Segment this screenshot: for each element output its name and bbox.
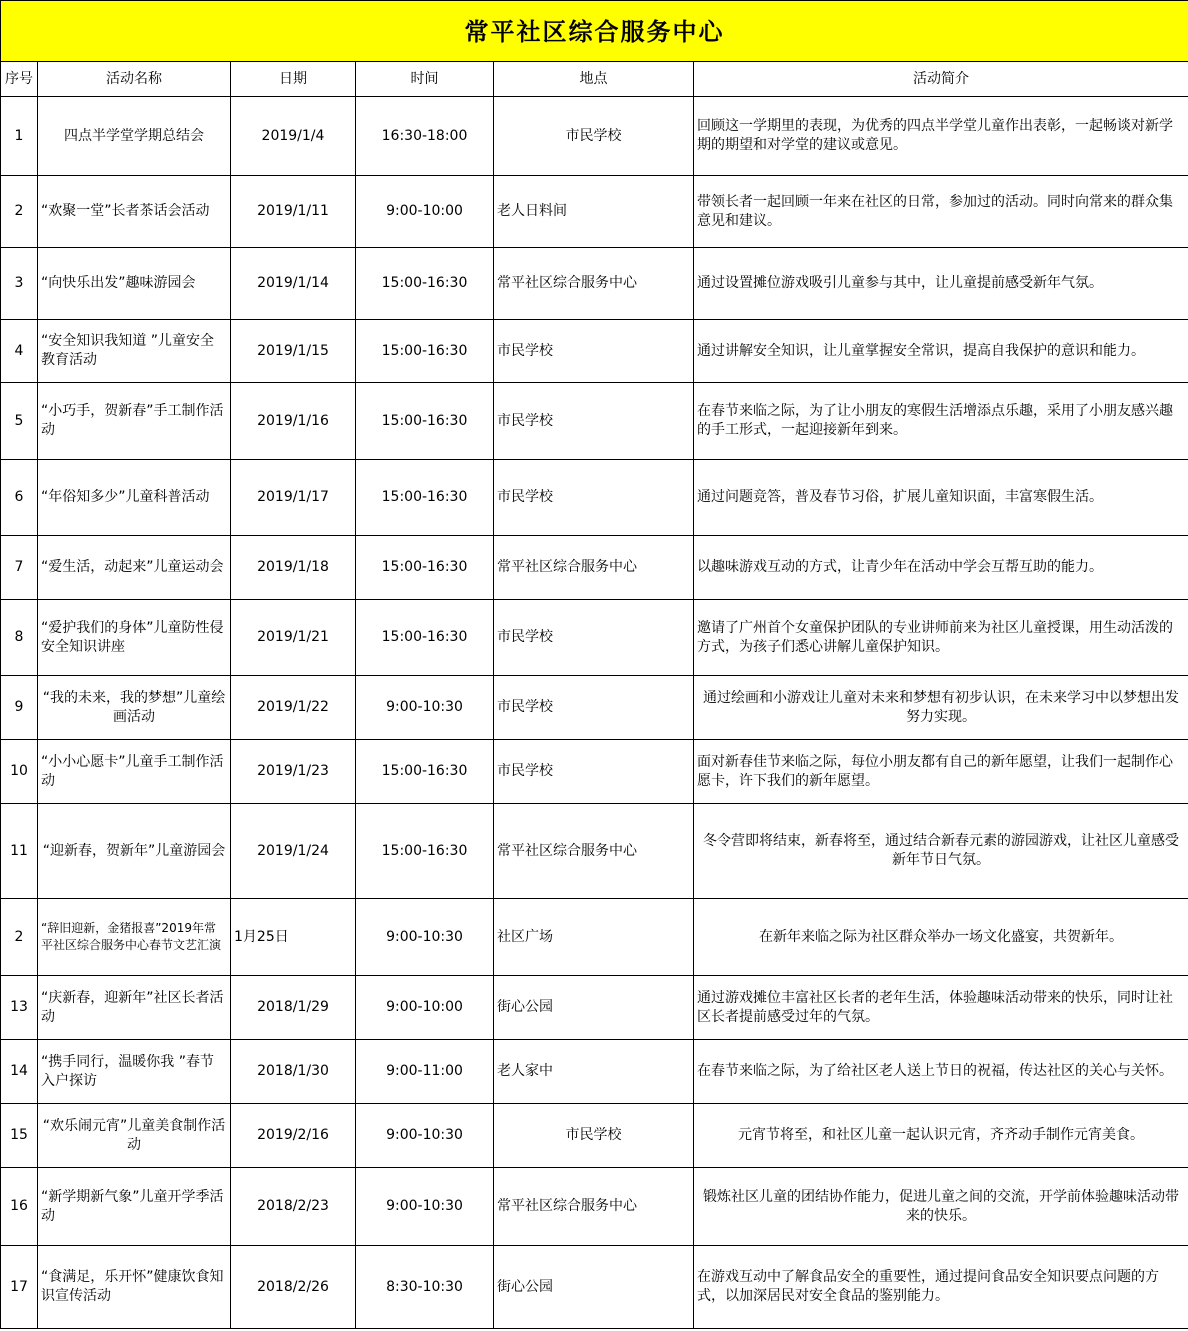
place-cell[interactable]: 市民学校 (494, 676, 694, 740)
table-row (1, 383, 1188, 460)
date-cell[interactable]: 2019/1/14 (231, 248, 356, 320)
activity-name-cell[interactable]: “爱护我们的身体”儿童防性侵安全知识讲座 (38, 600, 231, 676)
date-cell[interactable]: 2019/1/21 (231, 600, 356, 676)
date-cell[interactable]: 2019/1/17 (231, 460, 356, 536)
description-cell[interactable]: 元宵节将至，和社区儿童一起认识元宵，齐齐动手制作元宵美食。 (694, 1104, 1188, 1168)
header-date[interactable]: 日期 (231, 62, 356, 97)
table-row (1, 804, 1188, 899)
header-no[interactable]: 序号 (1, 62, 38, 97)
header-desc[interactable]: 活动简介 (694, 62, 1188, 97)
date-cell[interactable]: 2019/1/11 (231, 176, 356, 248)
time-cell[interactable]: 15:00-16:30 (356, 460, 494, 536)
date-cell[interactable]: 2019/2/16 (231, 1104, 356, 1168)
row-number-cell[interactable]: 14 (1, 1040, 38, 1104)
time-cell[interactable]: 9:00-10:30 (356, 1168, 494, 1246)
description-cell[interactable]: 在游戏互动中了解食品安全的重要性，通过提问食品安全知识要点问题的方式，以加深居民对安全食品的鉴别能力。 (694, 1246, 1188, 1329)
activity-name-cell[interactable]: “我的未来，我的梦想”儿童绘画活动 (38, 676, 231, 740)
time-cell[interactable]: 9:00-10:00 (356, 976, 494, 1040)
row-number-cell[interactable]: 3 (1, 248, 38, 320)
activity-name-cell[interactable]: “年俗知多少”儿童科普活动 (38, 460, 231, 536)
description-cell[interactable]: 带领长者一起回顾一年来在社区的日常，参加过的活动。同时向常来的群众集意见和建议。 (694, 176, 1188, 248)
description-cell[interactable]: 通过绘画和小游戏让儿童对未来和梦想有初步认识，在未来学习中以梦想出发努力实现。 (694, 676, 1188, 740)
description-cell[interactable]: 通过讲解安全知识，让儿童掌握安全常识，提高自我保护的意识和能力。 (694, 320, 1188, 383)
place-cell[interactable]: 市民学校 (494, 740, 694, 804)
date-cell[interactable]: 1月25日 (231, 899, 356, 976)
row-number-cell[interactable]: 7 (1, 536, 38, 600)
description-cell[interactable]: 在春节来临之际，为了让小朋友的寒假生活增添点乐趣，采用了小朋友感兴趣的手工形式，一起迎接新年到来。 (694, 383, 1188, 460)
activity-name-cell[interactable]: “欢聚一堂”长者茶话会活动 (38, 176, 231, 248)
table-row (1, 248, 1188, 320)
time-cell[interactable]: 15:00-16:30 (356, 600, 494, 676)
table-row (1, 1168, 1188, 1246)
activity-name-cell[interactable]: “小巧手，贺新春”手工制作活动 (38, 383, 231, 460)
description-cell[interactable]: 回顾这一学期里的表现，为优秀的四点半学堂儿童作出表彰，一起畅谈对新学期的期望和对学堂的建议或意见。 (694, 97, 1188, 176)
time-cell[interactable]: 15:00-16:30 (356, 536, 494, 600)
time-cell[interactable]: 9:00-10:30 (356, 899, 494, 976)
time-cell[interactable]: 16:30-18:00 (356, 97, 494, 176)
activity-name-cell[interactable]: “安全知识我知道 ”儿童安全教育活动 (38, 320, 231, 383)
activity-name-cell[interactable]: “爱生活，动起来”儿童运动会 (38, 536, 231, 600)
header-row (1, 62, 1188, 97)
header-time[interactable]: 时间 (356, 62, 494, 97)
table-row (1, 1104, 1188, 1168)
row-number-cell[interactable]: 15 (1, 1104, 38, 1168)
place-cell[interactable]: 市民学校 (494, 600, 694, 676)
description-cell[interactable]: 邀请了广州首个女童保护团队的专业讲师前来为社区儿童授课，用生动活泼的方式，为孩子们悉心讲解儿童保护知识。 (694, 600, 1188, 676)
description-cell[interactable]: 通过游戏摊位丰富社区长者的老年生活，体验趣味活动带来的快乐，同时让社区长者提前感受过年的气氛。 (694, 976, 1188, 1040)
place-cell[interactable]: 常平社区综合服务中心 (494, 536, 694, 600)
place-cell[interactable]: 市民学校 (494, 320, 694, 383)
description-cell[interactable]: 冬令营即将结束，新春将至，通过结合新春元素的游园游戏，让社区儿童感受新年节日气氛。 (694, 804, 1188, 899)
date-cell[interactable]: 2019/1/16 (231, 383, 356, 460)
description-cell[interactable]: 面对新春佳节来临之际，每位小朋友都有自己的新年愿望，让我们一起制作心愿卡，许下我们的新年愿望。 (694, 740, 1188, 804)
table-row (1, 460, 1188, 536)
time-cell[interactable]: 9:00-10:30 (356, 676, 494, 740)
table-row (1, 976, 1188, 1040)
row-number-cell[interactable]: 8 (1, 600, 38, 676)
table-row (1, 1246, 1188, 1329)
activity-name-cell[interactable]: “新学期新气象”儿童开学季活动 (38, 1168, 231, 1246)
description-cell[interactable]: 以趣味游戏互动的方式，让青少年在活动中学会互帮互助的能力。 (694, 536, 1188, 600)
date-cell[interactable]: 2019/1/23 (231, 740, 356, 804)
row-number-cell[interactable]: 17 (1, 1246, 38, 1329)
row-number-cell[interactable]: 2 (1, 899, 38, 976)
table-row (1, 899, 1188, 976)
place-cell[interactable]: 老人日料间 (494, 176, 694, 248)
row-number-cell[interactable]: 11 (1, 804, 38, 899)
table-row (1, 176, 1188, 248)
table-row (1, 740, 1188, 804)
description-cell[interactable]: 锻炼社区儿童的团结协作能力，促进儿童之间的交流，开学前体验趣味活动带来的快乐。 (694, 1168, 1188, 1246)
table-row (1, 97, 1188, 176)
activity-name-cell[interactable]: 四点半学堂学期总结会 (38, 97, 231, 176)
activity-name-cell[interactable]: “辞旧迎新，金猪报喜”2019年常平社区综合服务中心春节文艺汇演 (38, 899, 231, 976)
date-cell[interactable]: 2018/1/29 (231, 976, 356, 1040)
time-cell[interactable]: 15:00-16:30 (356, 248, 494, 320)
date-cell[interactable]: 2018/2/26 (231, 1246, 356, 1329)
header-place[interactable]: 地点 (494, 62, 694, 97)
description-cell[interactable]: 在新年来临之际为社区群众举办一场文化盛宴，共贺新年。 (694, 899, 1188, 976)
place-cell[interactable]: 市民学校 (494, 383, 694, 460)
time-cell[interactable]: 15:00-16:30 (356, 804, 494, 899)
description-cell[interactable]: 通过设置摊位游戏吸引儿童参与其中，让儿童提前感受新年气氛。 (694, 248, 1188, 320)
row-number-cell[interactable]: 4 (1, 320, 38, 383)
date-cell[interactable]: 2018/2/23 (231, 1168, 356, 1246)
place-cell[interactable]: 市民学校 (494, 97, 694, 176)
title-row (1, 1, 1188, 62)
page-title[interactable]: 常平社区综合服务中心 (1, 1, 1188, 62)
place-cell[interactable]: 常平社区综合服务中心 (494, 804, 694, 899)
description-cell[interactable]: 在春节来临之际，为了给社区老人送上节日的祝福，传达社区的关心与关怀。 (694, 1040, 1188, 1104)
place-cell[interactable]: 街心公园 (494, 976, 694, 1040)
time-cell[interactable]: 15:00-16:30 (356, 740, 494, 804)
date-cell[interactable]: 2018/1/30 (231, 1040, 356, 1104)
place-cell[interactable]: 常平社区综合服务中心 (494, 1168, 694, 1246)
table-row (1, 320, 1188, 383)
time-cell[interactable]: 9:00-10:30 (356, 1104, 494, 1168)
activity-name-cell[interactable]: “携手同行，温暖你我 ”春节入户探访 (38, 1040, 231, 1104)
row-number-cell[interactable]: 6 (1, 460, 38, 536)
time-cell[interactable]: 8:30-10:30 (356, 1246, 494, 1329)
row-number-cell[interactable]: 5 (1, 383, 38, 460)
date-cell[interactable]: 2019/1/18 (231, 536, 356, 600)
table-row (1, 536, 1188, 600)
row-number-cell[interactable]: 1 (1, 97, 38, 176)
activity-name-cell[interactable]: “迎新春，贺新年”儿童游园会 (38, 804, 231, 899)
time-cell[interactable]: 9:00-11:00 (356, 1040, 494, 1104)
place-cell[interactable]: 街心公园 (494, 1246, 694, 1329)
activity-name-cell[interactable]: “向快乐出发”趣味游园会 (38, 248, 231, 320)
description-cell[interactable]: 通过问题竞答，普及春节习俗，扩展儿童知识面，丰富寒假生活。 (694, 460, 1188, 536)
time-cell[interactable]: 9:00-10:00 (356, 176, 494, 248)
row-number-cell[interactable]: 16 (1, 1168, 38, 1246)
table-row (1, 1040, 1188, 1104)
row-number-cell[interactable]: 10 (1, 740, 38, 804)
date-cell[interactable]: 2019/1/22 (231, 676, 356, 740)
activity-name-cell[interactable]: “食满足，乐开怀”健康饮食知识宣传活动 (38, 1246, 231, 1329)
row-number-cell[interactable]: 13 (1, 976, 38, 1040)
place-cell[interactable]: 市民学校 (494, 460, 694, 536)
time-cell[interactable]: 15:00-16:30 (356, 320, 494, 383)
table-row (1, 600, 1188, 676)
place-cell[interactable]: 市民学校 (494, 1104, 694, 1168)
place-cell[interactable]: 社区广场 (494, 899, 694, 976)
row-number-cell[interactable]: 2 (1, 176, 38, 248)
activity-name-cell[interactable]: “欢乐闹元宵”儿童美食制作活动 (38, 1104, 231, 1168)
table-row (1, 676, 1188, 740)
place-cell[interactable]: 老人家中 (494, 1040, 694, 1104)
place-cell[interactable]: 常平社区综合服务中心 (494, 248, 694, 320)
activity-name-cell[interactable]: “庆新春，迎新年”社区长者活动 (38, 976, 231, 1040)
date-cell[interactable]: 2019/1/15 (231, 320, 356, 383)
activity-name-cell[interactable]: “小小心愿卡”儿童手工制作活动 (38, 740, 231, 804)
row-number-cell[interactable]: 9 (1, 676, 38, 740)
date-cell[interactable]: 2019/1/24 (231, 804, 356, 899)
header-name[interactable]: 活动名称 (38, 62, 231, 97)
date-cell[interactable]: 2019/1/4 (231, 97, 356, 176)
time-cell[interactable]: 15:00-16:30 (356, 383, 494, 460)
